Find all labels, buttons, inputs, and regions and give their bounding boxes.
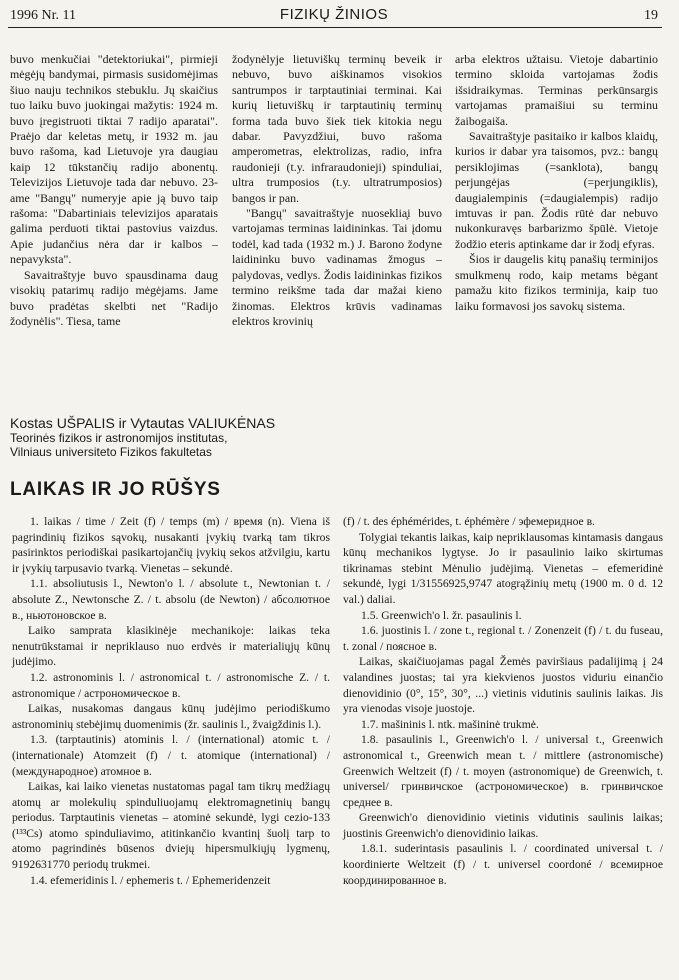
term-entry: 1.8.1. suderintasis pasaulinis l. / coordinated universal t. / koordinierte Weltzeit (f) / t. universel coordoné / всемирное координированное в. (343, 842, 663, 887)
page-number: 19 (644, 8, 658, 23)
bottom-column-1 (12, 514, 330, 888)
term-entry: 1.8. pasaulinis l., Greenwich'o l. / universal t., Greenwich astronomical t., Greenwich mean t. / mittlere (astronomische) Greenwich Weltzeit (f) / t. moyen (astronomique) de Greenwich, t. universel/ гринвичское (астрономическое) в. гринвичское среднее в. (343, 733, 663, 809)
paragraph: Laikas, kai laiko vienetas nustatomas pagal tam tikrų medžiagų atomų ar molekulių spinduliuojamų elektromagnetinių bangų periodus. Tarptautinis vienetas – atominė sekundė, lygi cezio-133 (¹³³Cs) atomo spinduliavimo, atitinkančio kvantinį šuolį tarp to atomo pagrindinės būsenos dviejų hipersmulkiųjų lygmenų, 9192631770 periodų trukmei. (12, 780, 330, 872)
paragraph: Tolygiai tekantis laikas, kaip nepriklausomas kintamasis dangaus kūnų mechanikos lygtyse. Jo ir pasaulinio laiko skirtumas tikrinamas stebint Mėnulio judėjimą. Vienetas – efemeridinė sekundė, lygi 1/31556925,9747 atogrąžinių metų (1900 m. 0 d. 12 val.) daliai. (343, 530, 663, 606)
paragraph: Laikas, skaičiuojamas pagal Žemės paviršiaus padalijimą į 24 valandines juostas; tai yra kiekvienos juostos viduriu einančio dienovidinio (0°, 15°, 30°, ...) vietinis vidutinis saulinis laikas. Jis yra vienodas visoje juostoje. (343, 655, 663, 716)
paragraph: Šios ir daugelis kitų panašių terminijos smulkmenų rodo, kaip metams bėgant pamažu kito fizikos terminija, kaip tuo laiku formavosi jos savokų sistema. (455, 252, 658, 313)
article-authors: Kostas UŠPALIS ir Vytautas VALIUKĖNAS (10, 415, 276, 431)
paragraph: Laikas, nusakomas dangaus kūnų judėjimo periodiškumo astronominių stebėjimų duomenimis (žr. saulinis l., žvaigždinis l.). (12, 702, 330, 731)
issue-label: 1996 Nr. 11 (10, 8, 76, 23)
term-entry: 1.2. astronominis l. / astronomical t. / astronomische Z. / t. astronomique / астрономическое в. (12, 670, 330, 700)
header-rule (8, 27, 662, 28)
affiliation-line: Vilniaus universiteto Fizikos fakultetas (10, 444, 212, 459)
term-entry: 1.1. absoliutusis l., Newton'o l. / absolute t., Newtonian t. / absolute Z., Newtonsche Z. / t. absolu (de Newton) / абсолютное в., ньютоновское в. (12, 577, 330, 622)
paragraph: "Bangų" savaitraštyje nuoseklia̧i buvo vartojamas terminas laidininkas. Tai įdomu todėl, kad tada (1932 m.) J. Barono žodyne laidininku buvo vadinamas žmogus – palydovas, vedlys. Žodis laidininkas fizikos termino reikšme tada dar mažai kieno žinomas. Elektros krūvis vadinamas elektros krovinių (232, 206, 442, 328)
top-column-2 (232, 52, 442, 329)
affiliation-line: Teorinės fizikos ir astronomijos institutas, (10, 431, 228, 445)
term-entry: 1.6. juostinis l. / zone t., regional t. / Zonenzeit (f) / t. du fuseau, t. zonal / поясное в. (343, 624, 663, 653)
article-affiliation (10, 432, 610, 459)
page-header (10, 4, 658, 26)
term-entry: 1.3. (tarptautinis) atominis l. / (international) atomic t. / (internationale) Atomzeit (f) / t. atomique (international) / (международное) атомное в. (12, 733, 330, 778)
paragraph: Greenwich'o dienovidinio vietinis vidutinis saulinis laikas; juostinis Greenwich'o dienovidinio laikas. (343, 811, 663, 840)
bottom-column-2 (343, 514, 663, 888)
term-entry: 1.4. efemeridinis l. / ephemeris t. / Ephemeridenzeit (30, 873, 271, 887)
article-title: LAIKAS IR JO RŪŠYS (10, 479, 221, 500)
term-entry: 1.7. mašininis l. ntk. mašininė trukmė. (361, 717, 539, 731)
top-column-1 (10, 52, 218, 329)
paragraph: Laiko samprata klasikinėje mechanikoje: laikas teka nenutrūkstamai ir nepriklauso nuo erdvės ir materialiųjų kūnų judėjimo. (12, 624, 330, 669)
term-entry: 1.5. Greenwich'o l. žr. pasaulinis l. (361, 608, 522, 622)
term-entry: 1. laikas / time / Zeit (f) / temps (m) / время (n). Viena iš pagrindinių fizikos sąvokų, nusakanti įvykių tvarką tam tikros pasirinktos periodiškai pasikartojančių įvykių sekos atžvilgiu, kartu ir įvykių tarpusavio tvarką. Vienetas – sekundė. (12, 515, 330, 575)
paragraph: Savaitraštyje pasitaiko ir kalbos klaidų, kurios ir dabar yra taisomos, pvz.: bangų persiklojimas (=sanklota), bangų perjungėjas (=perjungiklis), daugialempinis (=daugialempis) radijo imtuvas ir pan. Žodis rūtė dar nebuvo nukonkuravęs barbarizmo špūlė. Vietoje žodžio eteris aptinkame dar ir žodį efyras. (455, 129, 658, 251)
paragraph: arba elektros užtaisu. Vietoje dabartinio termino skloida vartojamas žodis išsidraikymas. Terminas perkūnsargis vartojamas pramaišiui su terminu žaibogaiša. (455, 52, 658, 128)
top-column-3 (455, 52, 658, 314)
journal-title: FIZIKŲ ŽINIOS (279, 6, 389, 23)
paragraph: buvo menkučiai "detektoriukai", pirmieji mėgėjų bandymai, pirmasis susidomėjimas šiuo nauju technikos stebuklu. Jų skaičius tuo laiku buvo juokingai mažytis: 1924 m. buvo įregistruoti tiktai 7 radijo aparatai". Praėjo dar keletas metų, ir 1932 m. jau buvo rašoma, kad Lietuvoje yra daugiau kaip 12 tūkstančių radijo abonentų. Televizijos Lietuvoje tada dar nebuvo. 23-ame "Bangų" numeryje apie ją buvo taip rašoma: "Dabartiniais televizijos aparatais galima perduoti tiktai pastovius vaizdus. Apie judančius nėra dar ir kalbos – nepavyksta". (10, 52, 218, 267)
paragraph: žodynėlyje lietuviškų terminų beveik ir nebuvo, buvo aiškinamos visokios santrumpos ir tarptautiniai terminai. Kai kurių lietuviškų ir tarptautinių terminų forma tada buvo šiek tiek kitokia negu dabar. Pavyzdžiui, buvo rašoma amperometras, elektrolizas, radio, infra raudonieji (t.y. infraraudonieji) spinduliai, ultra trumposios (t.y. ultratrumposios) bangos ir pan. (232, 52, 442, 205)
paragraph: Savaitraštyje buvo spausdinama daug visokių patarimų radijo mėgėjams. Jame buvo pradėtas skelbti net "Radijo žodynėlis". Tiesa, tame (10, 267, 218, 328)
paragraph: (f) / t. des éphémérides, t. éphémère / эфемеридное в. (343, 515, 595, 528)
